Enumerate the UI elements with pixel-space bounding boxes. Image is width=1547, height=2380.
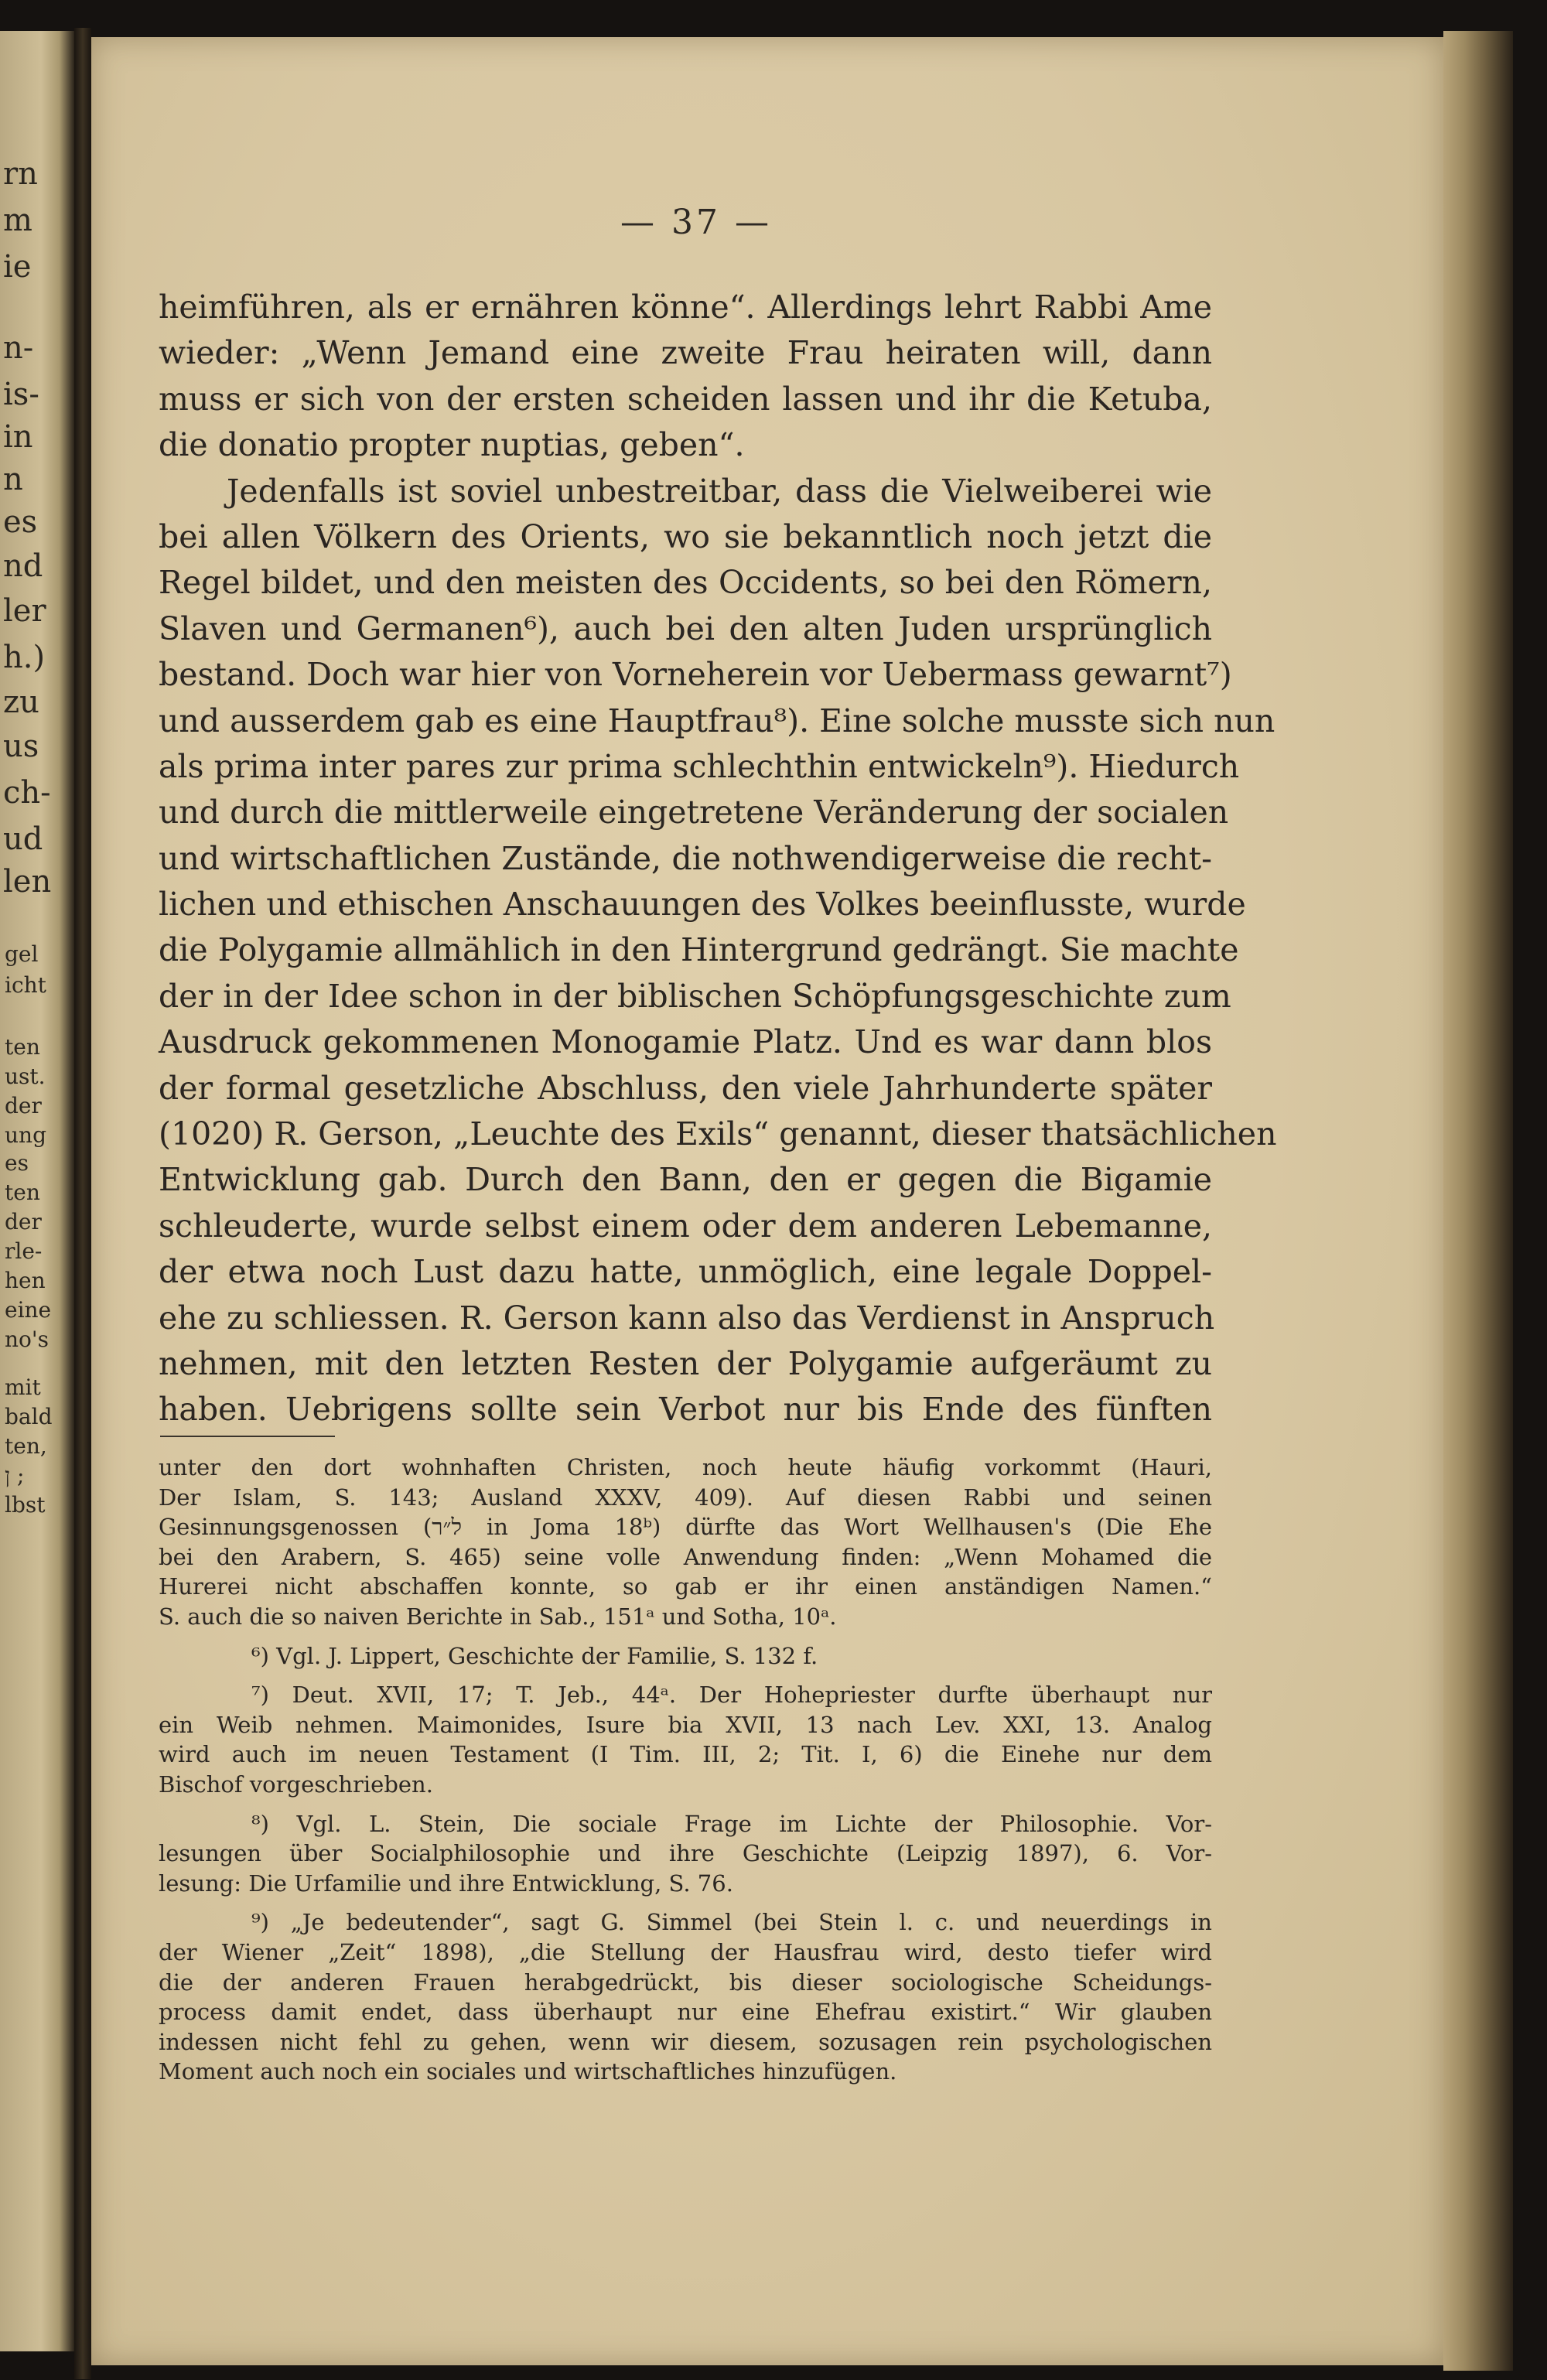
- footnote-gap: [159, 1800, 1212, 1809]
- previous-page-text: ן ;: [5, 1463, 25, 1488]
- body-line: und wirtschaftlichen Zustände, die nothwendigerweise die recht-: [159, 839, 1212, 877]
- body-line: muss er sich von der ersten scheiden lassen und ihr die Ketuba,: [159, 380, 1212, 418]
- page-number: — 37 —: [620, 203, 772, 242]
- previous-page-text: ler: [3, 593, 46, 629]
- previous-page-text: zu: [3, 685, 39, 720]
- footnote-line: Hurerei nicht abschaffen konnte, so gab er ihr einen anständigen Namen.“: [159, 1573, 1212, 1600]
- footnote-line: ⁶) Vgl. J. Lippert, Geschichte der Familie, S. 132 f.: [251, 1642, 818, 1669]
- previous-page-text: rn: [3, 156, 38, 192]
- body-line: wieder: „Wenn Jemand eine zweite Frau heiraten will, dann: [159, 334, 1212, 372]
- footnote-line: indessen nicht fehl zu gehen, wenn wir diesem, sozusagen rein psychologischen: [159, 2028, 1212, 2055]
- previous-page-text: es: [5, 1150, 29, 1176]
- footnote-line: der Wiener „Zeit“ 1898), „die Stellung der Hausfrau wird, desto tiefer wird: [159, 1938, 1212, 1965]
- previous-page-text: nd: [3, 548, 43, 584]
- footnote-line: S. auch die so naiven Berichte in Sab., 151ᵃ und Sotha, 10ᵃ.: [159, 1603, 837, 1630]
- previous-page-text: ung: [5, 1122, 46, 1148]
- footnote-line: die der anderen Frauen herabgedrückt, bis dieser sociologische Scheidungs-: [159, 1969, 1212, 1996]
- previous-page-text: hen: [5, 1268, 46, 1293]
- footnote-line: bei den Arabern, S. 465) seine volle Anwendung finden: „Wenn Mohamed die: [159, 1543, 1212, 1570]
- previous-page-text: gel: [5, 941, 39, 967]
- body-line: lichen und ethischen Anschauungen des Volkes beeinflusste, wurde: [159, 886, 1246, 924]
- footnotes: [159, 1453, 1212, 2087]
- previous-page-text: ten: [5, 1034, 40, 1060]
- previous-page-text: es: [3, 504, 38, 540]
- footnote-line: ⁷) Deut. XVII, 17; T. Jeb., 44ᵃ. Der Hohepriester durfte überhaupt nur: [251, 1682, 1212, 1709]
- body-line: als prima inter pares zur prima schlechthin entwickeln⁹). Hiedurch: [159, 747, 1240, 785]
- footnote-gap: [159, 1632, 1212, 1641]
- previous-page-text: icht: [5, 972, 46, 998]
- footnote-line: ein Weib nehmen. Maimonides, Isure bia XVII, 13 nach Lev. XXI, 13. Analog: [159, 1711, 1212, 1738]
- previous-page-text: lbst: [5, 1492, 46, 1518]
- body-line: und ausserdem gab es eine Hauptfrau⁸). Eine solche musste sich nun: [159, 702, 1276, 739]
- body-line: Entwicklung gab. Durch den Bann, den er gegen die Bigamie: [159, 1161, 1212, 1199]
- previous-page-text: is-: [3, 377, 39, 412]
- footnote-separator: [160, 1436, 335, 1437]
- previous-page-text: bald: [5, 1404, 53, 1429]
- body-text: [159, 285, 1277, 1433]
- body-line: Jedenfalls ist soviel unbestreitbar, dass die Vielweiberei wie: [227, 472, 1212, 510]
- footnote-line: Bischof vorgeschrieben.: [159, 1770, 433, 1798]
- body-line: bei allen Völkern des Orients, wo sie bekanntlich noch jetzt die: [159, 517, 1212, 555]
- previous-page-text: eine: [5, 1297, 52, 1323]
- body-line: Slaven und Germanen⁶), auch bei den alten Juden ursprünglich: [159, 610, 1212, 647]
- footnote-line: Moment auch noch ein sociales und wirtschaftliches hinzufügen.: [159, 2058, 897, 2085]
- footnote-line: wird auch im neuen Testament (I Tim. III, 2; Tit. I, 6) die Einehe nur dem: [159, 1741, 1212, 1768]
- footnote-line: Gesinnungsgenossen (ל״ר in Joma 18ᵇ) dürfte das Wort Wellhausen's (Die Ehe: [159, 1514, 1212, 1541]
- previous-page-text: mit: [5, 1374, 41, 1400]
- footnote-line: lesung: Die Urfamilie und ihre Entwicklung, S. 76.: [159, 1870, 733, 1897]
- footnote-8: [159, 1809, 1212, 1899]
- previous-page-text: len: [3, 864, 52, 900]
- footnote-line: lesungen über Socialphilosophie und ihre Geschichte (Leipzig 1897), 6. Vor-: [159, 1840, 1212, 1867]
- footnote-gap: [159, 1898, 1212, 1907]
- body-line: nehmen, mit den letzten Resten der Polygamie aufgeräumt zu: [159, 1344, 1212, 1382]
- footnote-line: process damit endet, dass überhaupt nur eine Ehefrau existirt.“ Wir glauben: [159, 1999, 1212, 2026]
- body-line: die Polygamie allmählich in den Hintergrund gedrängt. Sie machte: [159, 931, 1239, 969]
- previous-page-text: in: [3, 419, 33, 455]
- body-line: der in der Idee schon in der biblischen Schöpfungsgeschichte zum: [159, 977, 1231, 1015]
- page-edges: [1443, 31, 1513, 2371]
- body-line: haben. Uebrigens sollte sein Verbot nur bis Ende des fünften: [159, 1391, 1212, 1429]
- previous-page-text: no's: [5, 1327, 49, 1352]
- previous-page-text: ie: [3, 249, 32, 285]
- body-line: Regel bildet, und den meisten des Occidents, so bei den Römern,: [159, 564, 1212, 602]
- previous-page-fragment: [0, 31, 74, 2351]
- previous-page-text: m: [3, 203, 32, 238]
- previous-page-text: ten,: [5, 1433, 47, 1459]
- body-line: bestand. Doch war hier von Vorneherein vor Uebermass gewarnt⁷): [159, 656, 1232, 694]
- footnote-line: ⁸) Vgl. L. Stein, Die sociale Frage im Lichte der Philosophie. Vor-: [251, 1810, 1212, 1837]
- previous-page-text: h.): [3, 640, 46, 675]
- body-line: (1020) R. Gerson, „Leuchte des Exils“ genannt, dieser thatsächlichen: [159, 1115, 1277, 1153]
- footnote-line: ⁹) „Je bedeutender“, sagt G. Simmel (bei Stein l. c. und neuerdings in: [251, 1909, 1212, 1936]
- footnote-6: [159, 1641, 1212, 1671]
- footnote-line: Der Islam, S. 143; Ausland XXXV, 409). Auf diesen Rabbi und seinen: [159, 1484, 1212, 1511]
- previous-page-text: der: [5, 1209, 42, 1234]
- footnote-gap: [159, 1671, 1212, 1680]
- body-line: Ausdruck gekommenen Monogamie Platz. Und es war dann blos: [159, 1023, 1212, 1061]
- previous-page-text: ten: [5, 1180, 40, 1205]
- body-line: der etwa noch Lust dazu hatte, unmöglich, eine legale Doppel-: [159, 1253, 1212, 1291]
- previous-page-text: n: [3, 462, 23, 497]
- body-line: und durch die mittlerweile eingetretene Veränderung der socialen: [159, 794, 1229, 831]
- previous-page-text: n-: [3, 330, 34, 366]
- footnote-7: [159, 1680, 1212, 1799]
- footnote-line: unter den dort wohnhaften Christen, noch heute häufig vorkommt (Hauri,: [159, 1454, 1212, 1480]
- body-line: schleuderte, wurde selbst einem oder dem anderen Lebemanne,: [159, 1207, 1212, 1245]
- body-line: die donatio propter nuptias, geben“.: [159, 426, 745, 464]
- footnote-9: [159, 1907, 1212, 2087]
- previous-page-text: der: [5, 1093, 42, 1118]
- previous-page-text: rle-: [5, 1238, 43, 1264]
- previous-page-text: us: [3, 729, 39, 764]
- body-line: heimführen, als er ernähren könne“. Allerdings lehrt Rabbi Ame: [159, 289, 1212, 326]
- previous-page-text: ud: [3, 821, 43, 857]
- body-line: der formal gesetzliche Abschluss, den viele Jahrhunderte später: [159, 1069, 1212, 1107]
- footnote-continuation: [159, 1453, 1212, 1632]
- previous-page-text: ust.: [5, 1064, 46, 1089]
- body-line: ehe zu schliessen. R. Gerson kann also das Verdienst in Anspruch: [159, 1299, 1215, 1337]
- book-gutter: [74, 28, 91, 2379]
- previous-page-text: ch-: [3, 775, 51, 811]
